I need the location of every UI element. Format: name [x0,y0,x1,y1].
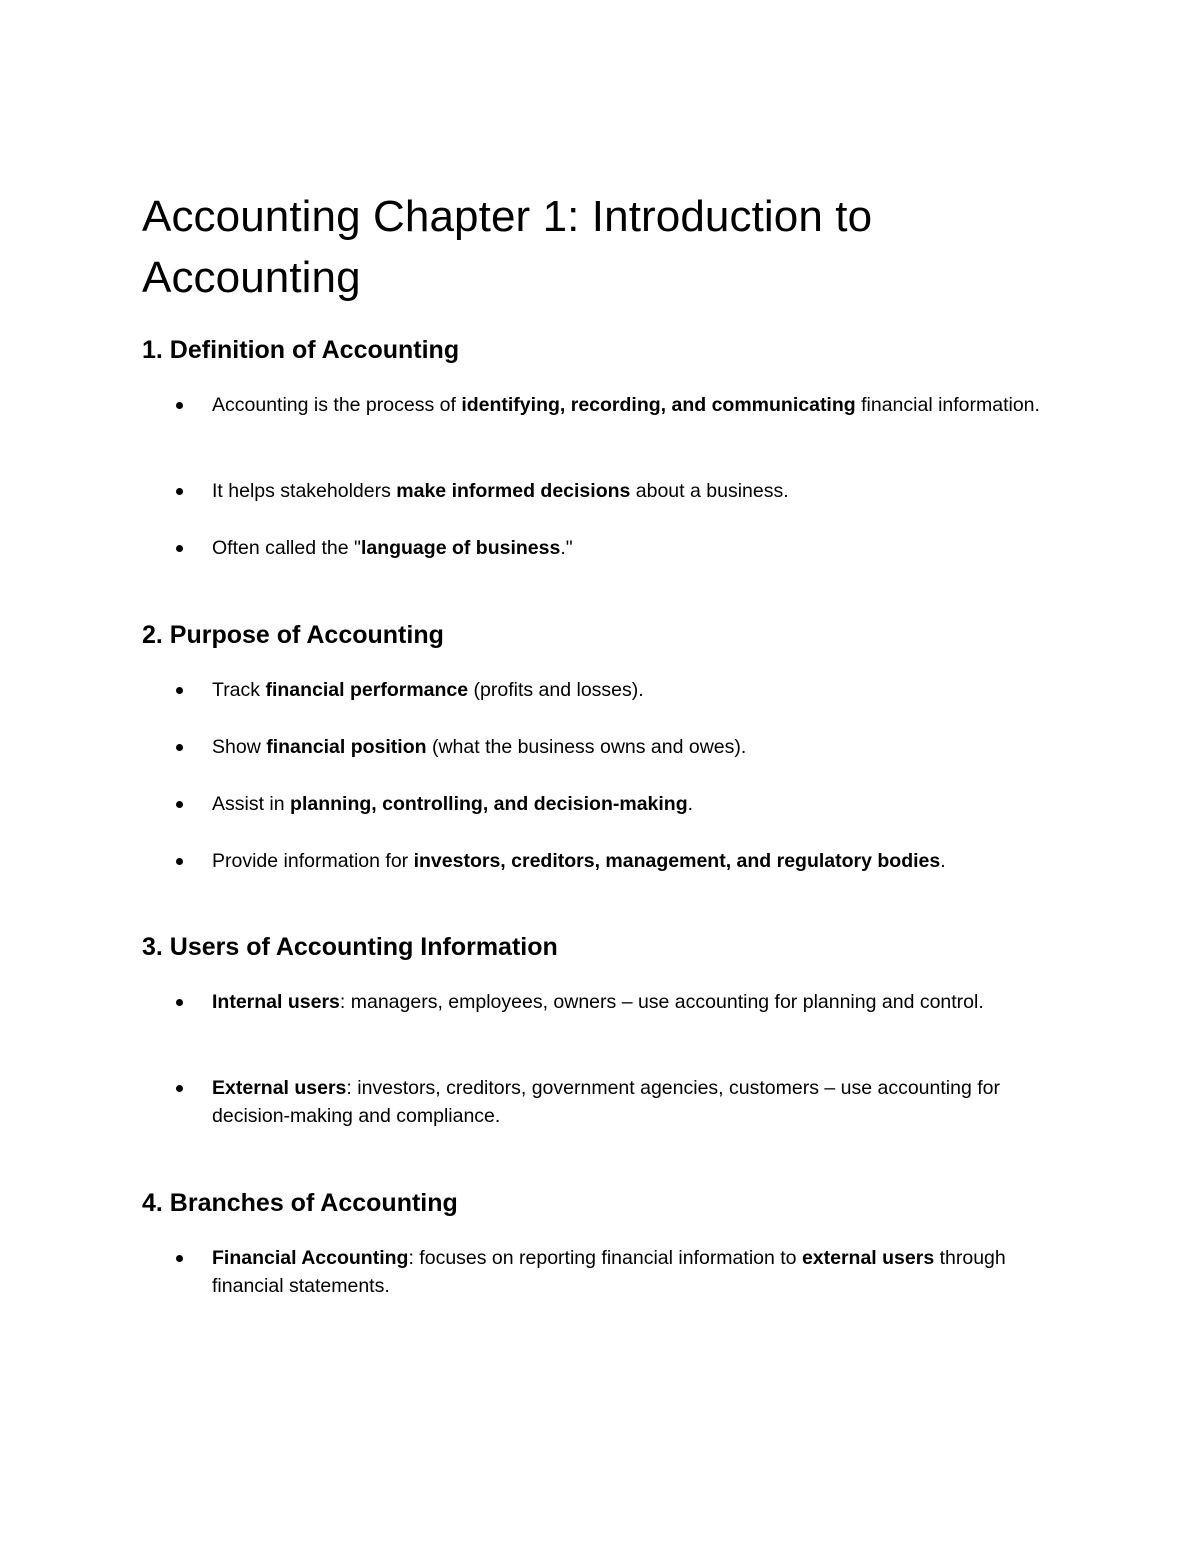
text-run: Often called the " [212,537,361,559]
text-run: Show [212,736,267,758]
text-run: (profits and losses). [468,679,644,701]
bullet-icon [176,488,183,495]
document-title: Accounting Chapter 1: Introduction to Accounting [142,192,873,302]
bold-text-run: External users [212,1077,347,1099]
bullet-icon [176,545,183,552]
text-run: ." [560,537,573,559]
bold-text-run: external users [801,1247,935,1269]
bold-text-run: financial performance [265,679,469,701]
text-run: Track [212,679,266,701]
bold-text-run: language of business [360,537,561,559]
list-item-text [212,847,1062,875]
bullet-icon [176,687,183,694]
text-run: : managers, employees, owners – use accounting for planning and control. [339,991,984,1013]
bold-text-run: planning, controlling, and decision-making [290,793,688,815]
bullet-icon [176,999,183,1006]
bold-text-run: investors, creditors, management, and regulatory bodies [413,850,941,872]
bullet-icon [176,402,183,409]
text-run: financial information. [855,394,1040,416]
section-heading: 1. Definition of Accounting [142,336,460,364]
bold-text-run: identifying, recording, and communicating [461,394,856,416]
section-heading: 3. Users of Accounting Information [142,933,558,961]
list-item-text [212,733,1062,761]
list-item-text [212,1074,1062,1130]
text-run: Provide information for [212,850,414,872]
text-run: It helps stakeholders [212,480,397,502]
text-run: . [687,793,694,815]
bullet-icon [176,801,183,808]
text-run: about a business. [630,480,789,502]
list-item-text [212,676,1062,704]
text-run: through financial statements. [212,1247,1006,1297]
list-item-text [212,1244,1062,1300]
text-run: Accounting is the process of [212,394,462,416]
list-item-text [212,391,1062,419]
text-run: (what the business owns and owes). [426,736,747,758]
bullet-icon [176,858,183,865]
bullet-icon [176,744,183,751]
bold-text-run: Internal users [212,991,340,1013]
section-heading: 2. Purpose of Accounting [142,621,444,649]
text-run: . [940,850,946,872]
text-run: : investors, creditors, government agencies, customers – use accounting for decision-making and compliance. [212,1077,1000,1127]
list-item-text [212,988,1062,1016]
list-item-text [212,477,1062,505]
bullet-icon [176,1255,183,1262]
bold-text-run: make informed decisions [396,480,631,502]
text-run: Assist in [212,793,291,815]
bold-text-run: financial position [266,736,427,758]
section-heading: 4. Branches of Accounting [142,1189,458,1217]
list-item-text [212,790,1062,818]
text-run: : focuses on reporting financial information to [408,1247,802,1269]
list-item-text [212,534,1062,562]
bold-text-run: Financial Accounting [212,1247,409,1269]
bullet-icon [176,1085,183,1092]
